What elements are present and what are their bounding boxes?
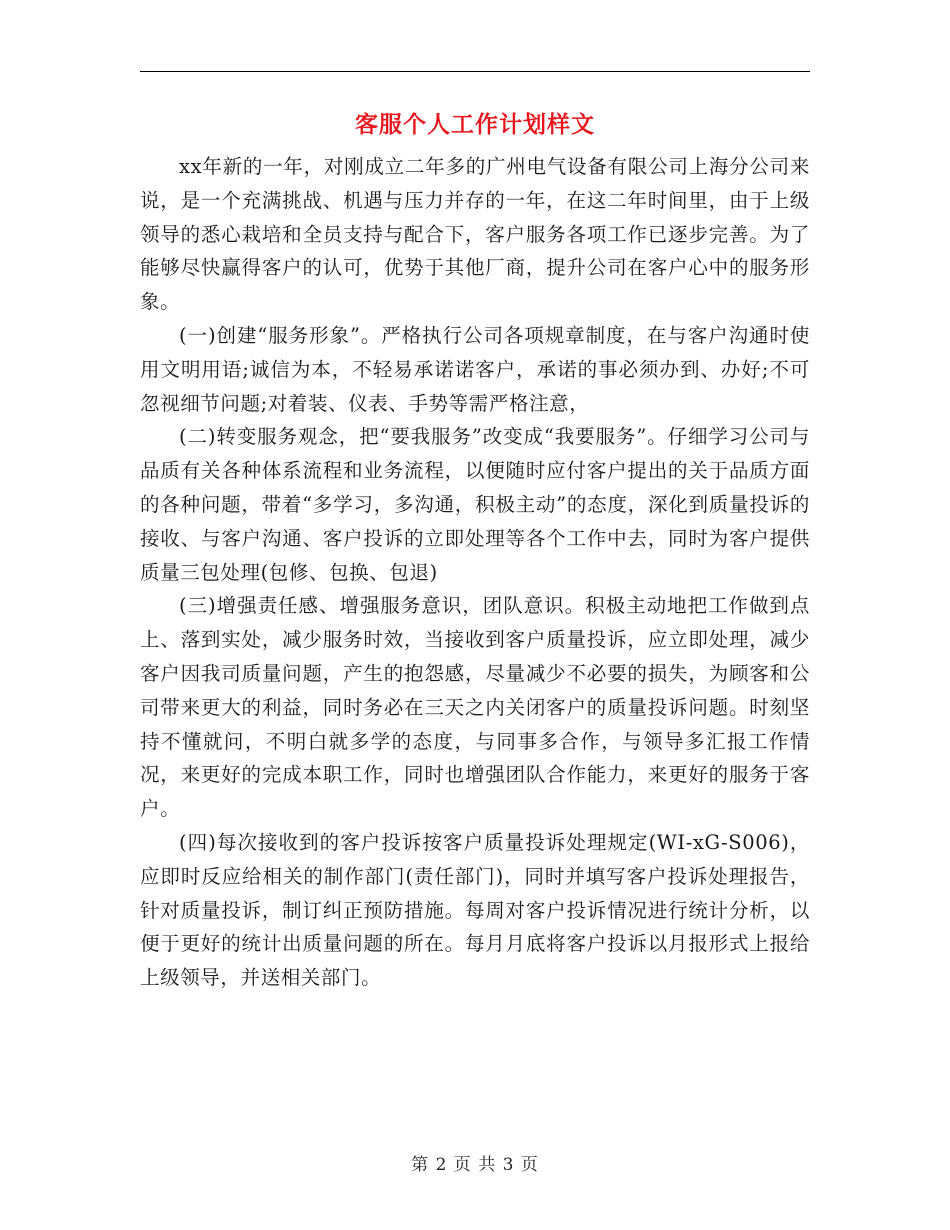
document-title: 客服个人工作计划样文 (355, 111, 595, 138)
paragraph-section-4: (四)每次接收到的客户投诉按客户质量投诉处理规定(WI-xG-S006)，应即时反应给相关的制作部门(责任部门)，同时并填写客户投诉处理报告，针对质量投诉，制订纠正预防措施。每周对客户投诉情况进行统计分析，以便于更好的统计出质量问题的所在。每月月底将客户投诉以月报形式上报给上级领导，并送相关部门。 (140, 830, 810, 990)
page-number-footer: 第 2 页 共 3 页 (411, 1155, 539, 1175)
document-body (140, 150, 810, 995)
header-rule (140, 71, 810, 72)
paragraph-section-3: (三)增强责任感、增强服务意识，团队意识。积极主动地把工作做到点上、落到实处，减少服务时效，当接收到客户质量投诉，应立即处理，减少客户因我司质量问题，产生的抱怨感，尽量减少不必要的损失，为顾客和公司带来更大的利益，同时务必在三天之内关闭客户的质量投诉问题。时刻坚持不懂就问，不明白就多学的态度，与同事多合作，与领导多汇报工作情况，来更好的完成本职工作，同时也增强团队合作能力，来更好的服务于客户。 (140, 594, 810, 821)
paragraph-intro: xx年新的一年，对刚成立二年多的广州电气设备有限公司上海分公司来说，是一个充满挑战、机遇与压力并存的一年，在这二年时间里，由于上级领导的悉心栽培和全员支持与配合下，客户服务各项工作已逐步完善。为了能够尽快赢得客户的认可，优势于其他厂商，提升公司在客户心中的服务形象。 (140, 155, 810, 314)
paragraph-section-2: (二)转变服务观念，把“要我服务”改变成“我要服务”。仔细学习公司与品质有关各种体系流程和业务流程，以便随时应付客户提出的关于品质方面的各种问题，带着“多学习，多沟通，积极主动”的态度，深化到质量投诉的接收、与客户沟通、客户投诉的立即处理等各个工作中去，同时为客户提供质量三包处理(包修、包换、包退) (140, 425, 810, 584)
paragraph-section-1: (一)创建“服务形象”。严格执行公司各项规章制度，在与客户沟通时使用文明用语;诚信为本，不轻易承诺诺客户，承诺的事必须办到、办好;不可忽视细节问题;对着装、仪表、手势等需严格注意， (140, 323, 810, 415)
